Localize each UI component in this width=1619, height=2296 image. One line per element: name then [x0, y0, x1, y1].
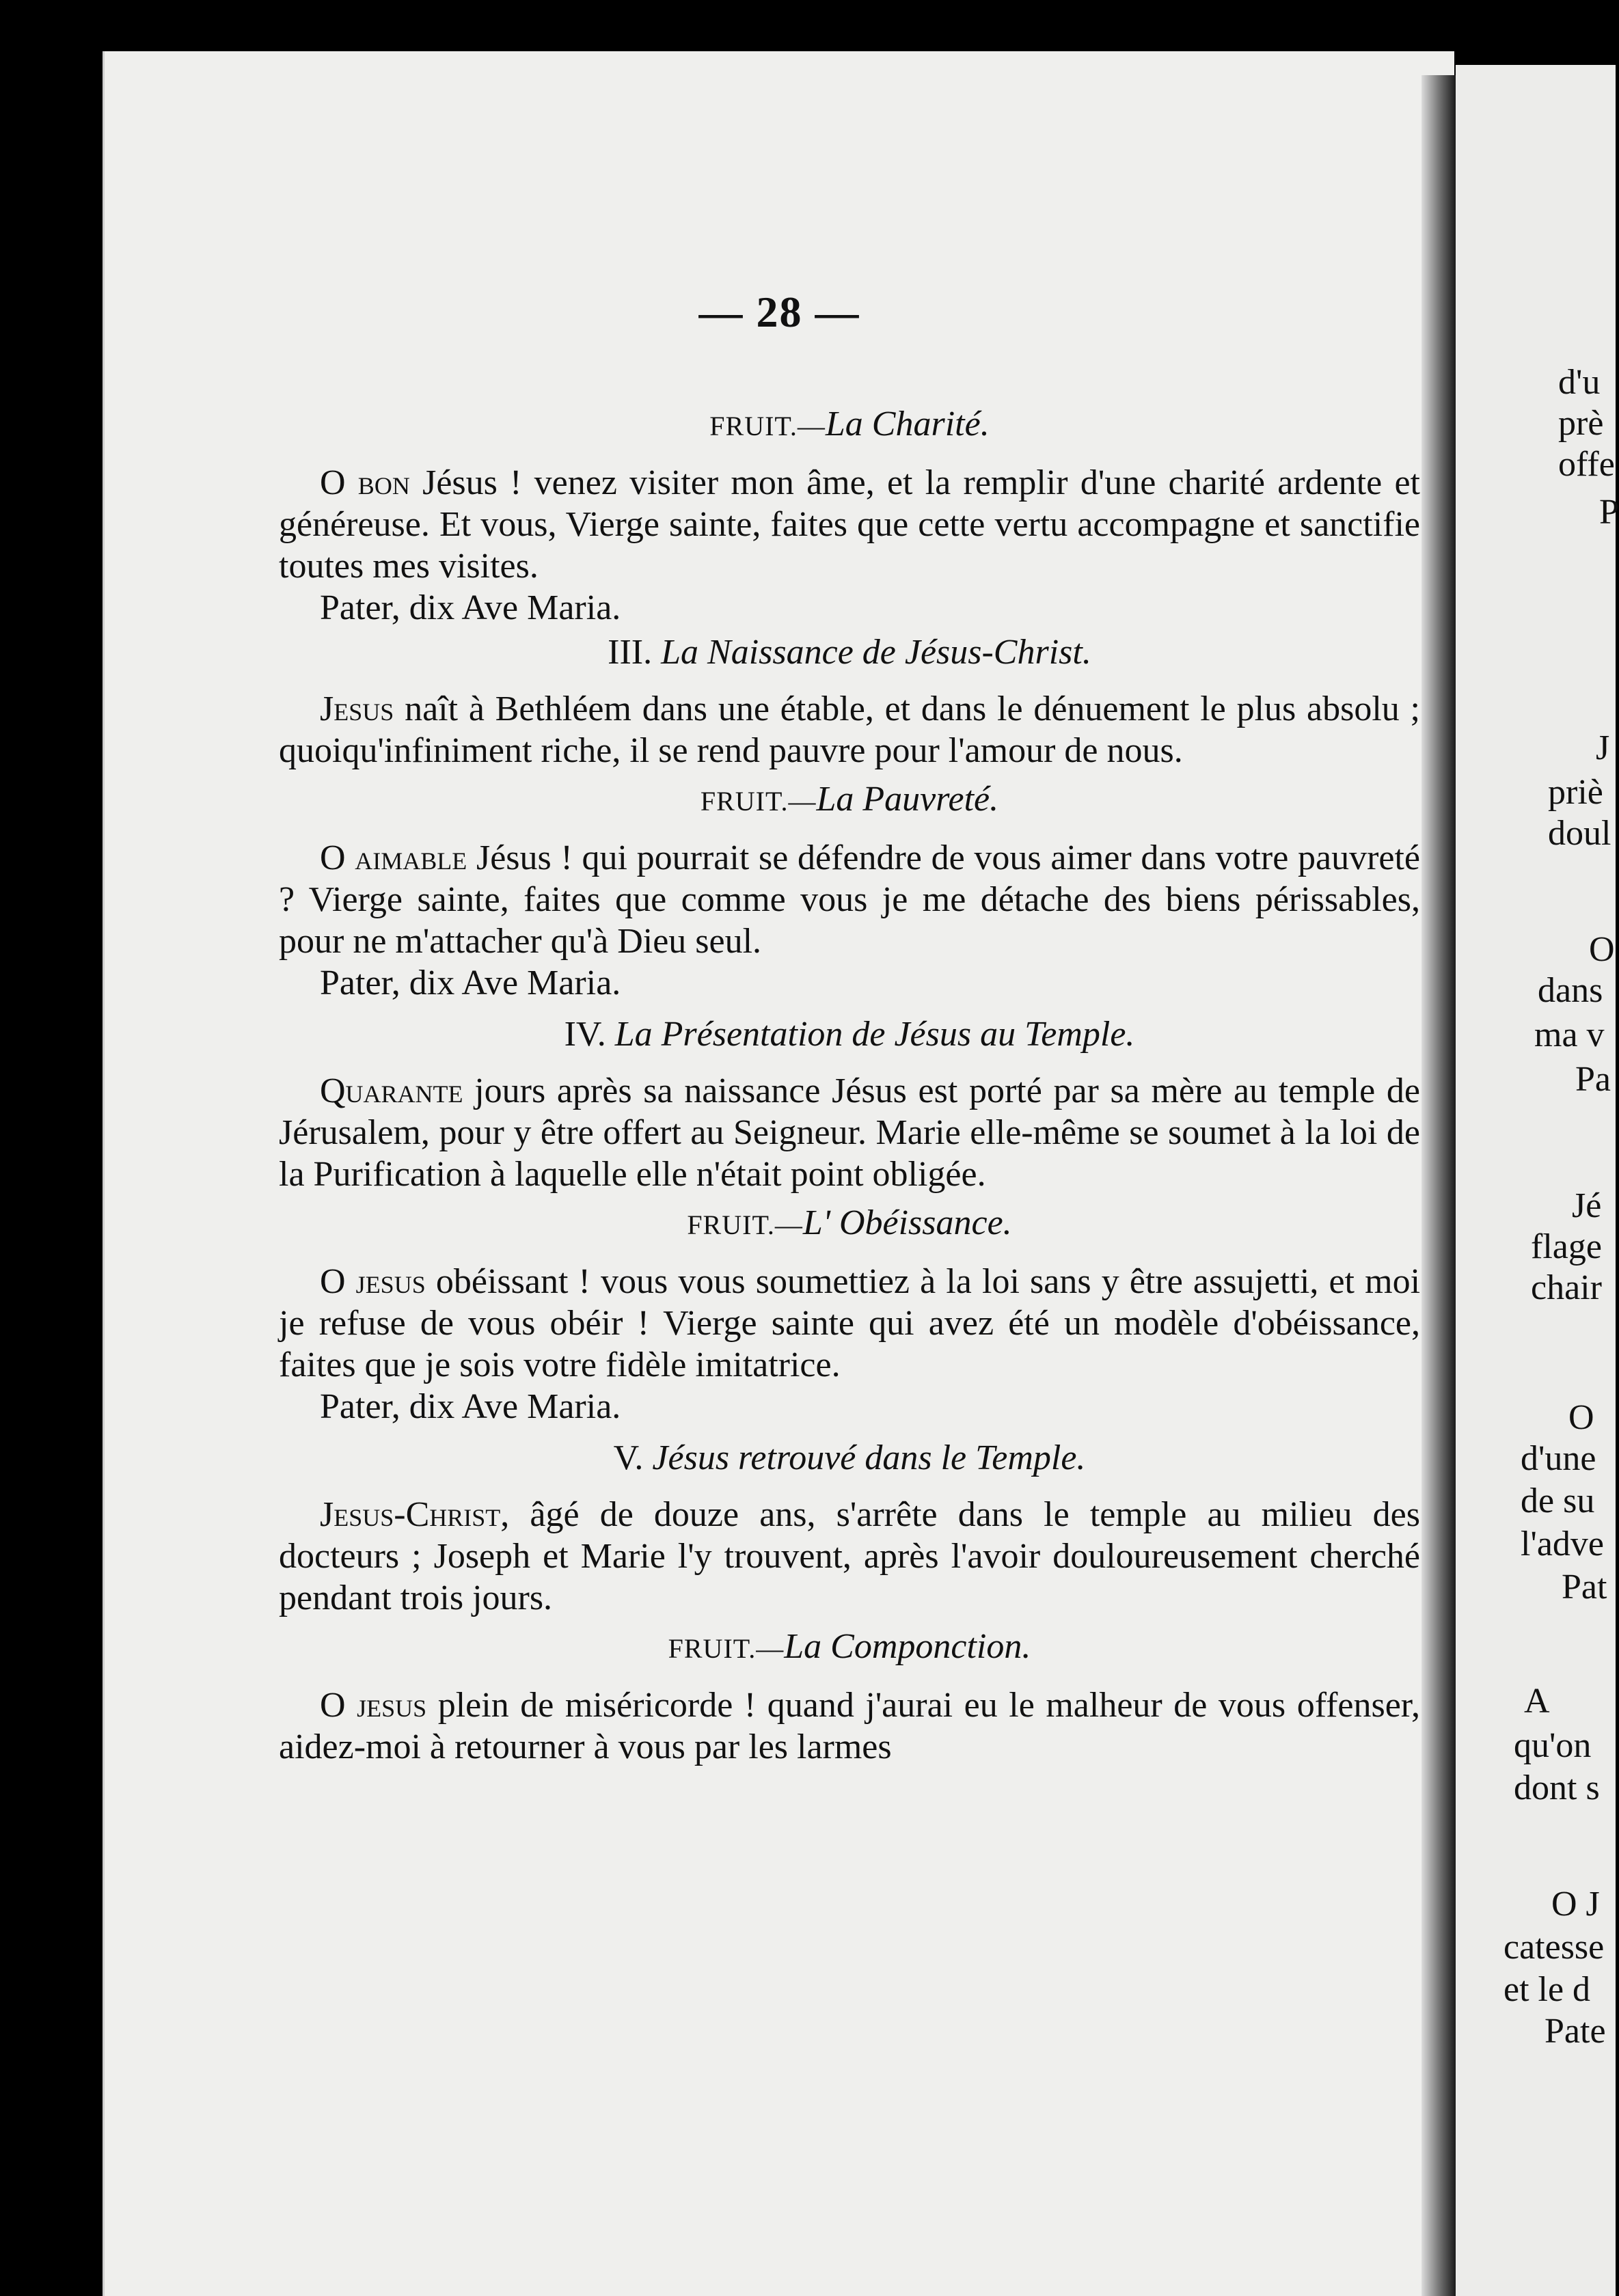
- fragment-line: dans: [1538, 971, 1603, 1010]
- prayer-lead: O jesus: [320, 1686, 427, 1725]
- prayer-lead: O bon: [320, 463, 410, 502]
- body-text: naît à Bethléem dans une étable, et dans le dénuement le plus absolu ; quoiqu'infiniment riche, il se rend pauvre pour l'amour de nous.: [279, 689, 1420, 770]
- mystery-paragraph: [279, 1494, 1420, 1619]
- body-lead: Quarante: [320, 1071, 463, 1110]
- heading-title: La Présentation de Jésus au Temple.: [614, 1015, 1135, 1054]
- mystery-heading: [279, 631, 1420, 673]
- fragment-line: Pate: [1545, 2012, 1606, 2051]
- prayer-lead: O aimable: [320, 838, 467, 877]
- fragment-line: Pa: [1575, 1060, 1611, 1099]
- mystery-heading: [279, 1013, 1420, 1055]
- fragment-line: Pat: [1562, 1568, 1607, 1607]
- fragment-line: ma v: [1534, 1015, 1605, 1054]
- prayer-paragraph: [279, 837, 1420, 962]
- body-text: âgé de douze ans, s'arrête dans le temple au milieu des docteurs ; Joseph et Marie l'y trouvent, après l'avoir douloureusement cherché pendant trois jours.: [279, 1495, 1420, 1617]
- book-gutter: [1421, 75, 1456, 2296]
- fruit-label: FRUIT.—: [700, 786, 817, 817]
- fragment-line: catesse: [1504, 1928, 1605, 1967]
- fruit-label: FRUIT.—: [687, 1210, 803, 1240]
- heading-numeral: III.: [608, 633, 653, 672]
- fruit-title: La Charité.: [825, 405, 990, 443]
- page-text: [279, 396, 1420, 1768]
- prayer-lead: O jesus: [320, 1262, 426, 1301]
- fruit-label: FRUIT.—: [668, 1633, 785, 1664]
- prayer-text: Jésus ! venez visiter mon âme, et la remplir d'une charité ardente et généreuse. Et vous, Vierge sainte, faites que cette vertu accompagne et sanctifie toutes mes visites.: [279, 463, 1421, 586]
- fragment-line: d'une: [1521, 1439, 1596, 1478]
- prayer-paragraph: [279, 1261, 1420, 1386]
- fragment-line: A: [1524, 1682, 1550, 1721]
- fragment-line: O J: [1551, 1885, 1600, 1924]
- book-page: [103, 51, 1454, 2296]
- mystery-paragraph: [279, 688, 1420, 771]
- heading-numeral: IV.: [564, 1015, 606, 1054]
- fruit-line: [279, 1626, 1420, 1669]
- body-text: jours après sa naissance Jésus est porté par sa mère au temple de Jérusalem, pour y être offert au Seigneur. Marie elle-même se soumet à la loi de la Purification à laquelle elle n'était point obligée.: [279, 1071, 1420, 1194]
- body-lead: Jesus-Christ,: [320, 1495, 510, 1534]
- fruit-line: [279, 403, 1420, 447]
- body-lead: Jesus: [320, 689, 394, 728]
- fruit-line: [279, 778, 1420, 822]
- fragment-line: doul: [1548, 814, 1611, 853]
- prayer-paragraph: [279, 1684, 1420, 1768]
- fruit-title: L' Obéissance.: [802, 1203, 1012, 1242]
- fruit-title: La Componction.: [784, 1627, 1031, 1666]
- fragment-line: O: [1589, 930, 1615, 969]
- fragment-line: l'adve: [1521, 1525, 1604, 1563]
- fragment-line: priè: [1548, 773, 1603, 812]
- fragment-line: qu'on: [1514, 1726, 1592, 1765]
- fragment-line: de su: [1521, 1481, 1595, 1520]
- fragment-line: dont s: [1514, 1768, 1600, 1807]
- adjacent-page-fragment: [1456, 65, 1619, 2296]
- prayer-paragraph: [279, 462, 1420, 587]
- mystery-heading: [279, 1437, 1420, 1479]
- closing-line: Pater, dix Ave Maria.: [320, 1387, 621, 1426]
- fragment-line: d'u: [1558, 363, 1601, 402]
- heading-title: La Naissance de Jésus-Christ.: [661, 633, 1091, 672]
- page-number: — 28 —: [698, 288, 860, 336]
- prayer-text: Jésus ! qui pourrait se défendre de vous aimer dans votre pauvreté ? Vierge sainte, faites que comme vous je me détache des biens périssables, pour ne m'attacher qu'à Dieu seul.: [279, 838, 1421, 961]
- fragment-line: prè: [1558, 404, 1604, 443]
- fruit-line: [279, 1202, 1420, 1246]
- fragment-line: chair: [1531, 1268, 1602, 1307]
- closing-line: Pater, dix Ave Maria.: [320, 588, 621, 627]
- fragment-line: flage: [1531, 1227, 1602, 1266]
- heading-numeral: V.: [613, 1438, 644, 1477]
- heading-title: Jésus retrouvé dans le Temple.: [652, 1438, 1086, 1477]
- fragment-line: et le d: [1504, 1970, 1591, 2009]
- prayer-text: obéissant ! vous vous soumettiez à la loi sans y être assujetti, et moi je refuse de vous obéir ! Vierge sainte qui avez été un modèle d'obéissance, faites que je sois votre fidèle imitatrice.: [279, 1262, 1421, 1384]
- fruit-title: La Pauvreté.: [816, 780, 999, 819]
- fruit-label: FRUIT.—: [709, 411, 826, 441]
- fragment-line: P: [1599, 493, 1619, 532]
- fragment-line: J: [1596, 728, 1610, 767]
- mystery-paragraph: [279, 1070, 1420, 1195]
- prayer-text: plein de miséricorde ! quand j'aurai eu le malheur de vous offenser, aidez-moi à retourner à vous par les larmes: [279, 1686, 1421, 1766]
- fragment-line: Jé: [1572, 1186, 1602, 1225]
- fragment-line: offe: [1558, 445, 1615, 484]
- fragment-line: O: [1568, 1398, 1594, 1437]
- closing-line: Pater, dix Ave Maria.: [320, 964, 621, 1002]
